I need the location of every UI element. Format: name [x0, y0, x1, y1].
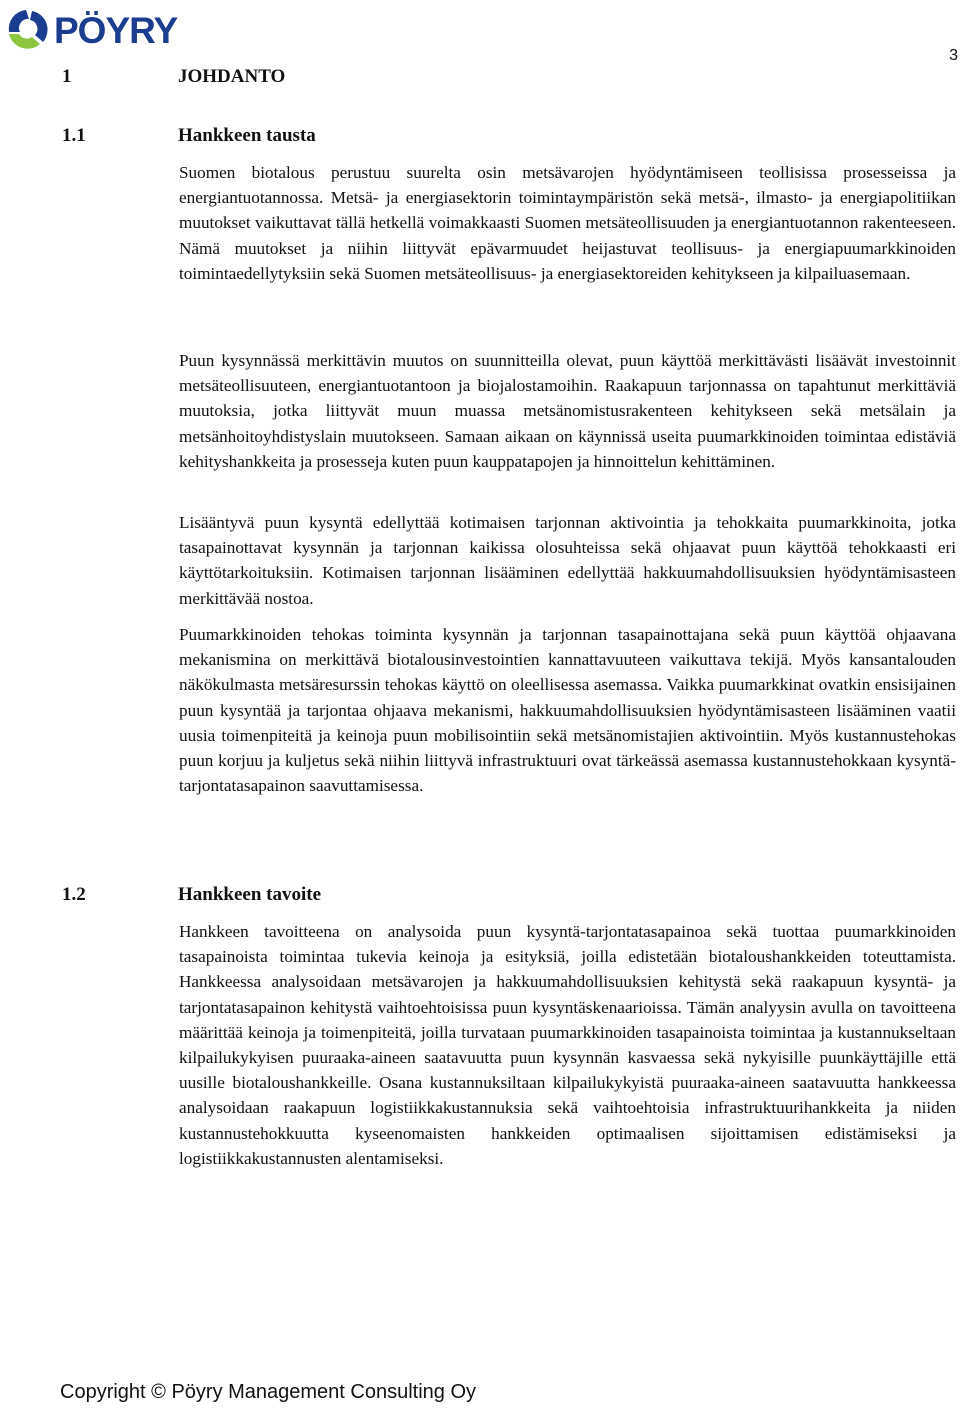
paragraph: Suomen biotalous perustuu suurelta osin metsävarojen hyödyntämiseen teollisissa prosesseissa ja energiantuotannossa. Metsä- ja energiasektorin toimintaympäristön sekä metsä-, ilmasto- ja energiapolitiikan muutokset vaikuttavat tällä hetkellä voimakkaasti Suomen metsäteollisuuden ja energiantuotannon rakenteeseen. Nämä muutokset ja niihin liittyvät epävarmuudet heijastuvat teollisuus- ja energiapuumarkkinoiden toimintaedellytyksiin sekä Suomen metsäteollisuus- ja energiasektoreiden kehitykseen ja kilpailuasemaan.: [179, 163, 956, 283]
section-title: Hankkeen tausta: [178, 125, 316, 146]
svg-text:PÖYRY: PÖYRY: [54, 10, 178, 51]
paragraph: Hankkeen tavoitteena on analysoida puun kysyntä-tarjontatasapainoa sekä tuottaa puumarkkinoiden tasapainoista toimintaa tukevia keinoja ja esityksiä, joilla edistetään biotaloushankkeiden toteuttamista. Hankkeessa analysoidaan metsävarojen ja hakkuumahdollisuuksien kehitystä sekä raakapuun kysyntä- ja tarjontatasapainon kehitystä vaihtoehtoisissa puun kysyntäskenaarioissa. Tämän analyysin avulla on tavoitteena määrittää keinoja ja toimenpiteitä, joilla turvataan puumarkkinoiden tasapainoista toimintaa ja kustannukseltaan kilpailukykyisen puuraaka-aineen saatavuutta puun kysynnän kasvaessa sekä nykyisille puunkäyttäjille että uusille biotaloushankkeille. Osana kustannuksiltaan kilpailukykyistä puuraaka-aineen saatavuutta hankkeessa analysoidaan raakapuun logistiikkakustannuksia sekä vaihtoehtoisia infrastruktuurihankkeita ja niiden kustannustehokkuutta kyseenomaisten hankkeiden optimaalisen sijoittamisen edistämiseksi ja logistiikkakustannusten alentamiseksi.: [179, 922, 956, 1168]
section-number: 1.2: [62, 884, 86, 905]
section-number: 1.1: [62, 125, 86, 146]
page-number: 3: [949, 47, 958, 64]
chapter-title: JOHDANTO: [178, 66, 286, 87]
chapter-heading: [62, 66, 285, 88]
poyry-logo-mark: [4, 6, 244, 52]
chapter-number: 1: [62, 66, 72, 87]
poyry-logo: [4, 6, 244, 52]
paragraph: Puun kysynnässä merkittävin muutos on suunnitteilla olevat, puun käyttöä merkittävästi lisäävät investoinnit metsäteollisuuteen, energiantuotantoon ja biojalostamoihin. Raakapuun tarjonnassa on tapahtunut merkittäviä muutoksia, jotka liittyvät muun muassa metsänomistusrakenteen kehitykseen sekä metsälain ja metsänhoitoyhdistyslain muutokseen. Samaan aikaan on käynnissä useita puumarkkinoiden toimintaa edistäviä kehityshankkeita ja prosesseja kuten puun kauppatapojen ja hinnoittelun kehittäminen.: [179, 351, 956, 471]
paragraph: Puumarkkinoiden tehokas toiminta kysynnän ja tarjonnan tasapainottajana sekä puun käyttöä ohjaavana mekanismina on merkittävä biotalousinvestointien kannattavuuteen vaikuttava tekijä. Myös kansantalouden näkökulmasta metsäresurssin tehokas käyttö on oleellisessa asemassa. Vaikka puumarkkinat ovatkin ensisijainen puun kysyntää ja tarjontaa ohjaava mekanismi, hakkuumahdollisuuksien hyödyntämisasteen lisääminen vaatii uusia toimenpiteitä ja keinoja puun mobilisointiin sekä metsänomistajien aktivointiin. Myös kustannustehokas puun korjuu ja kuljetus sekä niihin liittyvä infrastruktuuri ovat tärkeässä asemassa kustannustehokkaan kysyntä-tarjontatasapainon saavuttamisessa.: [179, 625, 956, 796]
copyright-footer: Copyright © Pöyry Management Consulting Oy: [60, 1381, 477, 1403]
section-title: Hankkeen tavoite: [178, 884, 322, 905]
section-heading-1-1: [62, 125, 316, 147]
paragraph: Lisääntyvä puun kysyntä edellyttää kotimaisen tarjonnan aktivointia ja tehokkaita puumarkkinoita, jotka tasapainottavat kysynnän ja tarjonnan kaikissa olosuhteissa sekä ohjaavat puun käyttöä tehokkaasti eri käyttötarkoituksiin. Kotimaisen tarjonnan lisääminen edellyttää hakkuumahdollisuuksien hyödyntämisasteen merkittävää nostoa.: [179, 513, 956, 608]
section-heading-1-2: [62, 884, 321, 906]
